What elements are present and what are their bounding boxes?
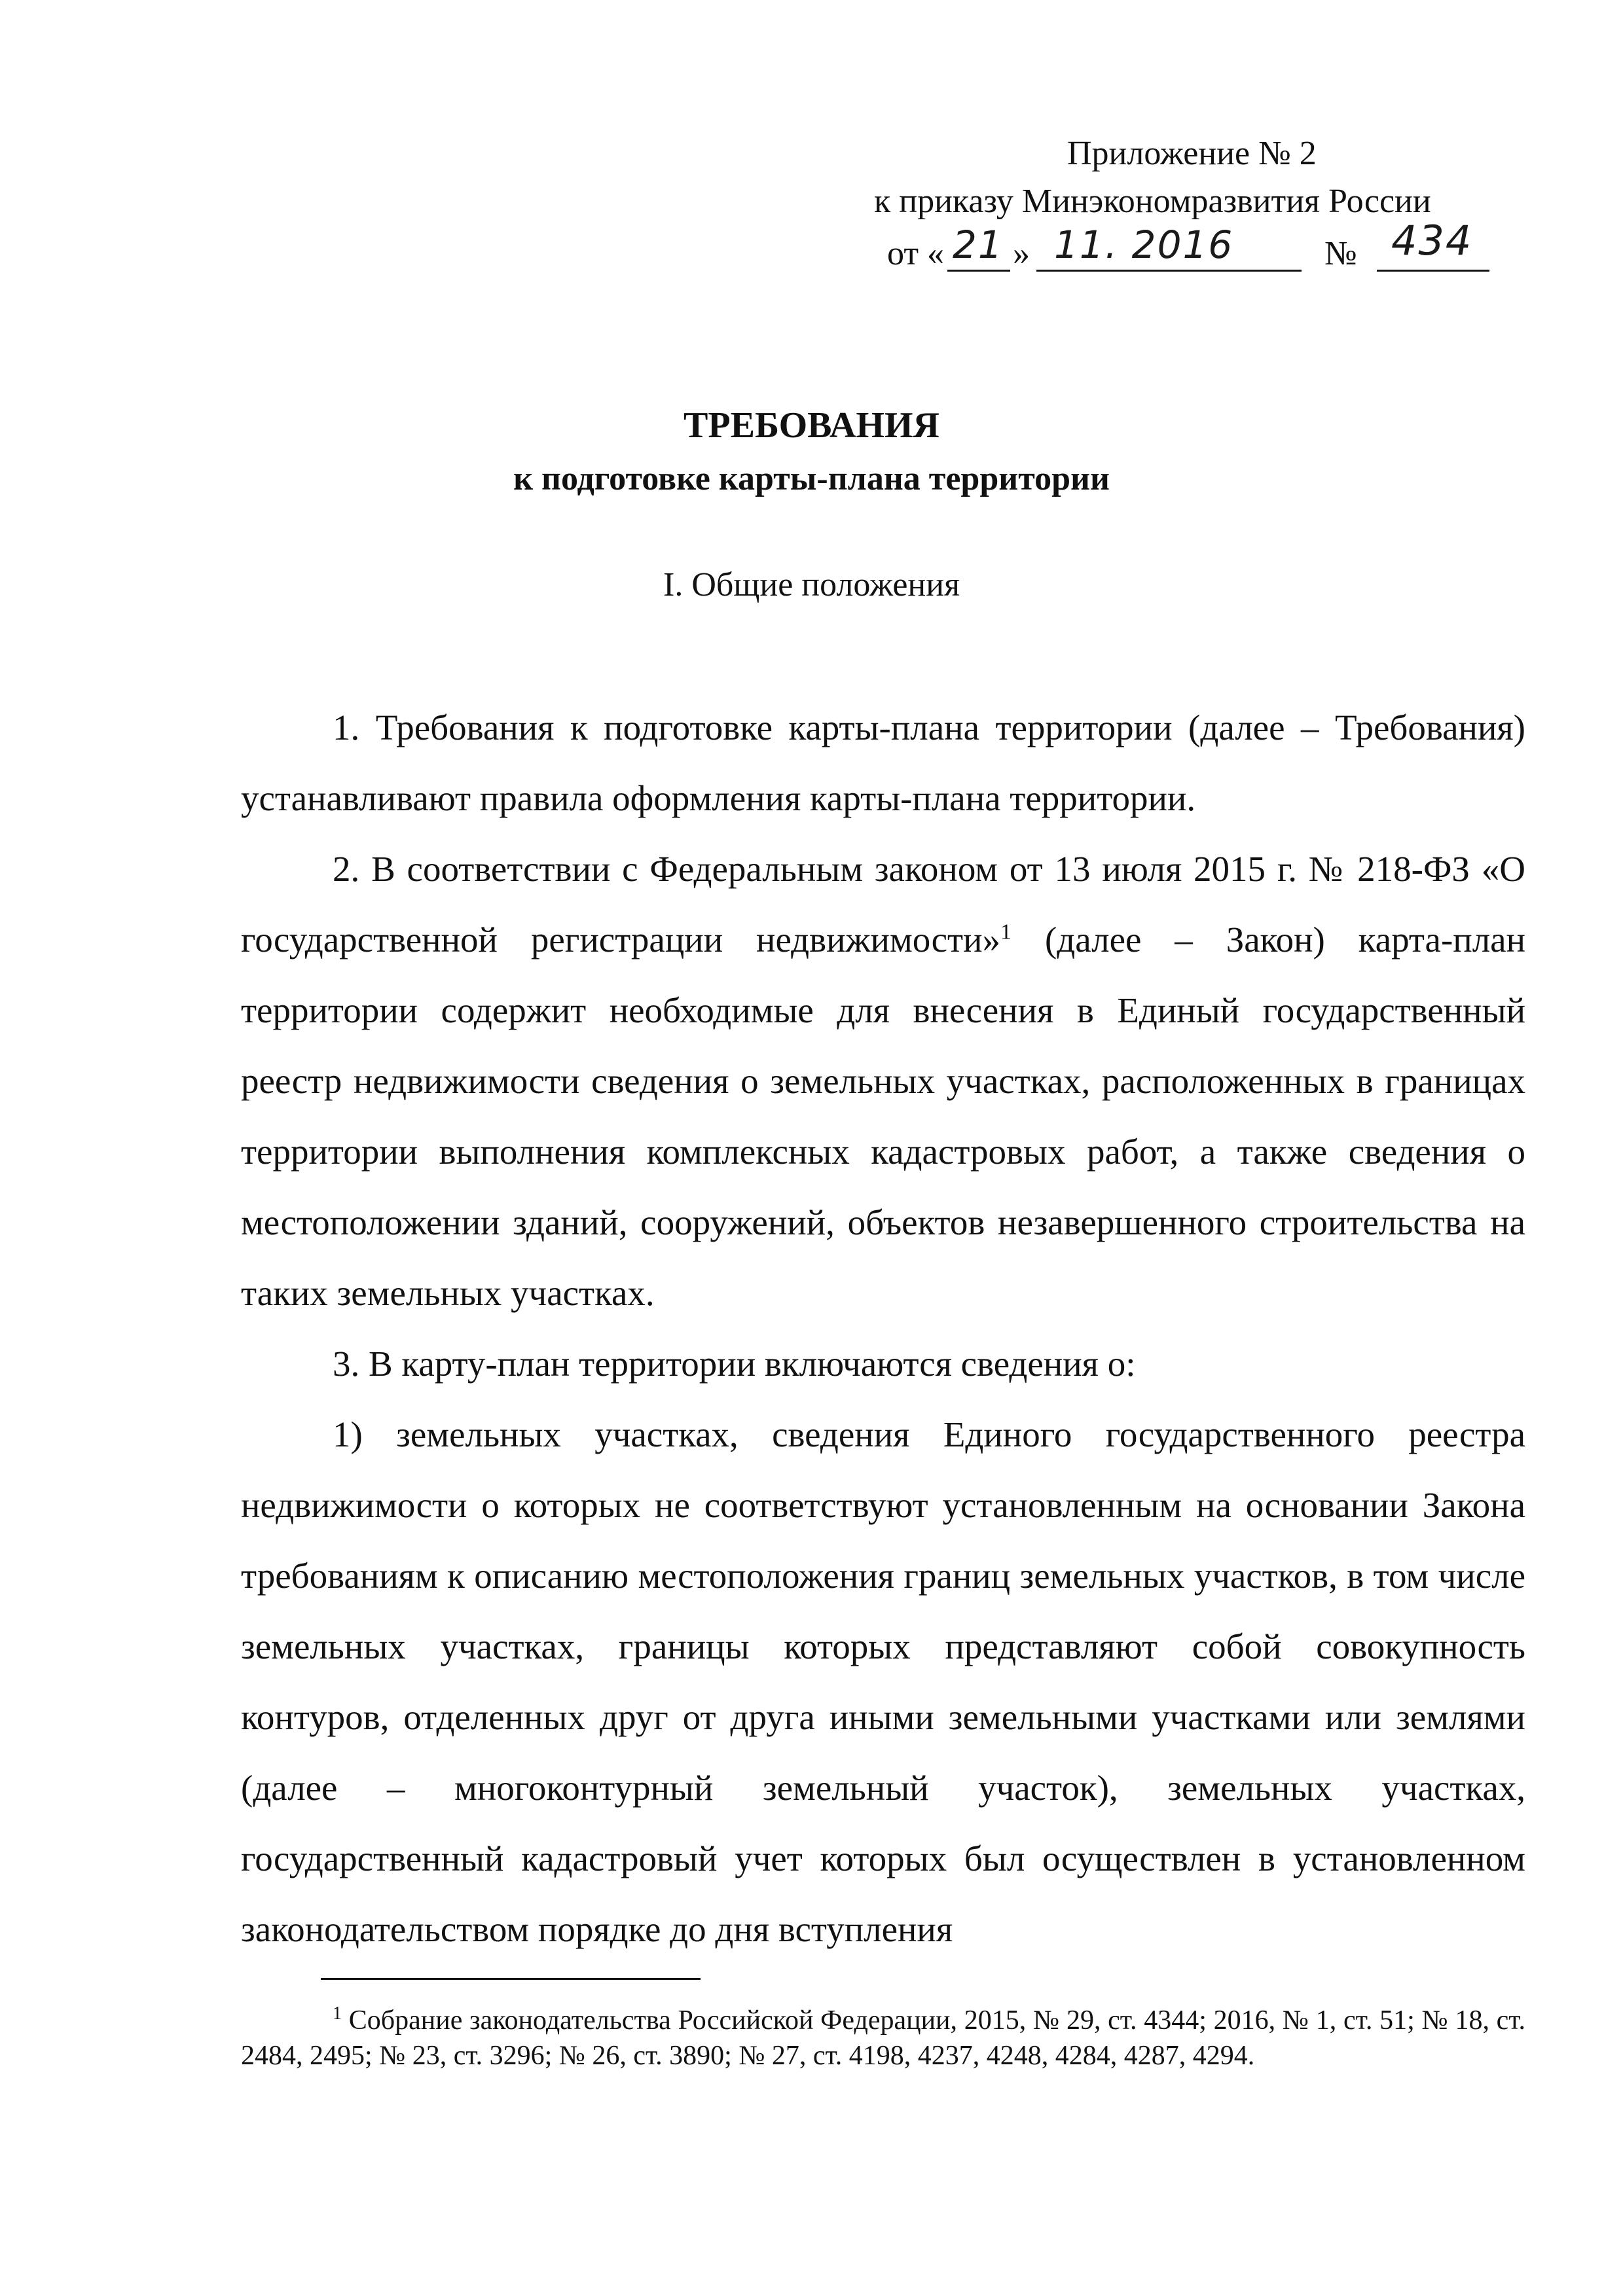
document-title: ТРЕБОВАНИЯ [684,405,939,446]
date-rest-handwritten: 11. 2016 [1054,223,1234,267]
footnote-reference: 1 [1000,920,1012,944]
number-label: № [1324,235,1357,272]
paragraph-3: 3. В карту-план территории включаются сведения о: [333,1344,1136,1384]
section-heading: I. Общие положения [663,566,960,603]
footnote-marker: 1 [333,2003,342,2024]
paragraph-2 [241,834,1525,1329]
paragraph-1: 1. Требования к подготовке карты-плана территории (далее – Требования) устанавливают правила оформления карты-плана территории. [241,708,1525,818]
order-number-handwritten: 434 [1391,217,1473,264]
paragraph-2-part-1: 2. В соответствии с Федеральным законом от 13 июля 2015 г. № 218-ФЗ «О государственной регистрации недвижимости» [241,849,1525,960]
footnote-text: Собрание законодательства Российской Федерации, 2015, № 29, ст. 4344; 2016, № 1, ст. 51; № 18, ст. 2484, 2495; № 23, ст. 3296; № 26, ст. 3890; № 27, ст. 4198, 4237, 4248, 4284, 4287, 4294. [241,2005,1525,2071]
footnote-separator [321,1978,701,1980]
paragraph-2-part-2: (далее – Закон) карта-план территории содержит необходимые для внесения в Единый государственный реестр недвижимости сведения о земельных участках, расположенных в границах территории выполнения комплексных кадастровых работ, а также сведения о местоположении зданий, сооружений, объектов незавершенного строительства на таких земельных участках. [241,920,1525,1313]
order-reference: к приказу Минэкономразвития России [874,183,1431,220]
date-prefix: от « [887,235,945,272]
attachment-label: Приложение № 2 [1067,135,1317,172]
document-subtitle: к подготовке карты-плана территории [513,460,1110,497]
date-rest-underline [1036,270,1302,272]
document-body [241,692,1525,1965]
date-mid: » [1013,235,1030,272]
order-date-line [887,217,1489,275]
date-day-underline [947,270,1010,272]
date-day-handwritten: 21 [953,223,1004,267]
paragraph-3-item-1: 1) земельных участках, сведения Единого государственного реестра недвижимости о которых не соответствуют установленным на основании Закона требованиям к описанию местоположения границ земельных участков, в том числе земельных участках, границы которых представляют собой совокупность контуров, отделенных друг от друга иными земельными участками или землями (далее – многоконтурный земельный участок), земельных участках, государственный кадастровый учет которых был осуществлен в установленном законодательством порядке до дня вступления [241,1414,1525,1949]
order-number-underline [1377,270,1489,272]
footnote [241,2003,1525,2073]
